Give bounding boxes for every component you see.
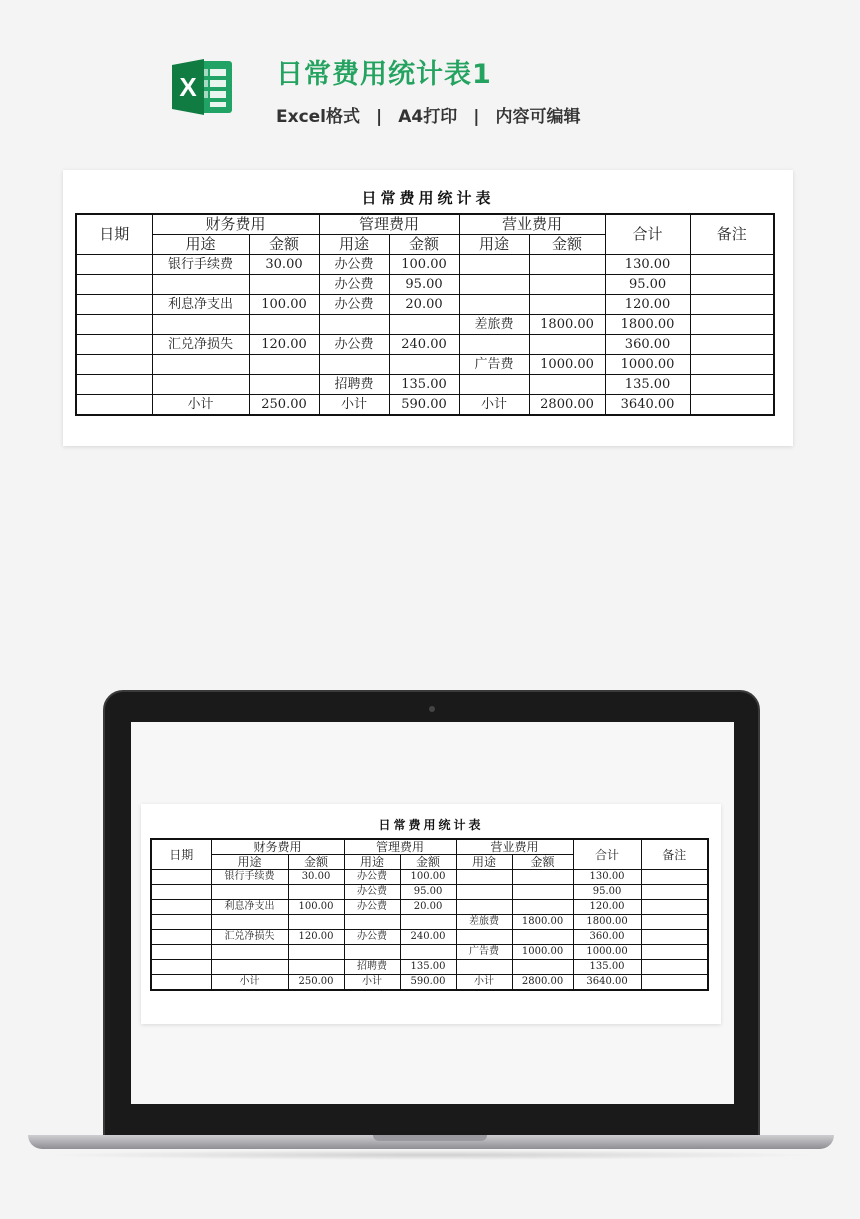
- header-amount: 金额: [400, 855, 456, 870]
- cell-adm-use: 办公费: [319, 255, 389, 275]
- table-row: [151, 975, 708, 991]
- cell-note: [690, 375, 774, 395]
- header-amount: 金额: [249, 235, 319, 255]
- cell-fin-amt: 30.00: [288, 870, 344, 885]
- header-admin: 管理费用: [344, 839, 456, 855]
- table-row: [151, 870, 708, 885]
- cell-adm-amt: 590.00: [400, 975, 456, 991]
- expense-table-small: [150, 838, 709, 991]
- cell-note: [641, 945, 708, 960]
- laptop-shadow: [40, 1150, 820, 1160]
- cell-adm-use: 办公费: [319, 335, 389, 355]
- cell-total: 360.00: [605, 335, 690, 355]
- header-date: 日期: [76, 214, 152, 255]
- cell-note: [690, 255, 774, 275]
- header-date: 日期: [151, 839, 211, 870]
- table-row: [76, 255, 774, 275]
- cell-fin-amt: [288, 885, 344, 900]
- cell-adm-use: [344, 945, 400, 960]
- cell-ops-amt: 1000.00: [529, 355, 605, 375]
- cell-date: [151, 930, 211, 945]
- cell-adm-amt: 95.00: [400, 885, 456, 900]
- cell-adm-use: [344, 915, 400, 930]
- table-row: [151, 885, 708, 900]
- cell-adm-use: 小计: [344, 975, 400, 991]
- table-row: [76, 395, 774, 416]
- cell-ops-amt: [512, 900, 573, 915]
- print-label: A4打印: [398, 107, 458, 127]
- header-ops: 营业费用: [456, 839, 573, 855]
- cell-ops-amt: [512, 930, 573, 945]
- cell-adm-amt: 135.00: [389, 375, 459, 395]
- cell-ops-use: [459, 295, 529, 315]
- cell-total: 1800.00: [605, 315, 690, 335]
- cell-note: [641, 930, 708, 945]
- cell-ops-use: [456, 885, 512, 900]
- cell-ops-use: [456, 930, 512, 945]
- cell-date: [76, 255, 152, 275]
- cell-note: [690, 335, 774, 355]
- header-use: 用途: [319, 235, 389, 255]
- cell-fin-amt: 120.00: [249, 335, 319, 355]
- cell-fin-amt: [249, 315, 319, 335]
- table-row: [76, 375, 774, 395]
- cell-note: [690, 355, 774, 375]
- cell-adm-amt: [389, 355, 459, 375]
- table-header-row: [76, 214, 774, 235]
- table-row: [151, 945, 708, 960]
- excel-icon: [170, 55, 234, 119]
- cell-total: 1800.00: [573, 915, 641, 930]
- cell-note: [690, 275, 774, 295]
- table-row: [76, 355, 774, 375]
- cell-adm-use: 办公费: [344, 930, 400, 945]
- cell-fin-use: [211, 945, 288, 960]
- cell-fin-amt: [288, 960, 344, 975]
- camera-icon: [429, 706, 435, 712]
- cell-fin-amt: 100.00: [249, 295, 319, 315]
- cell-ops-use: 差旅费: [456, 915, 512, 930]
- cell-adm-use: 办公费: [319, 295, 389, 315]
- cell-adm-amt: 20.00: [389, 295, 459, 315]
- cell-total: 1000.00: [605, 355, 690, 375]
- cell-ops-use: [456, 870, 512, 885]
- cell-adm-amt: 100.00: [400, 870, 456, 885]
- header-finance: 财务费用: [152, 214, 319, 235]
- header-amount: 金额: [288, 855, 344, 870]
- cell-date: [76, 375, 152, 395]
- table-row: [151, 930, 708, 945]
- cell-date: [151, 975, 211, 991]
- cell-date: [151, 885, 211, 900]
- cell-fin-use: 利息净支出: [152, 295, 249, 315]
- cell-fin-use: [152, 375, 249, 395]
- cell-fin-use: 银行手续费: [211, 870, 288, 885]
- cell-note: [641, 975, 708, 991]
- cell-adm-amt: 95.00: [389, 275, 459, 295]
- logo-letter: X: [179, 72, 197, 102]
- cell-adm-use: 办公费: [344, 885, 400, 900]
- table-row: [76, 335, 774, 355]
- cell-ops-amt: 1800.00: [512, 915, 573, 930]
- cell-ops-use: [459, 255, 529, 275]
- cell-ops-amt: [529, 275, 605, 295]
- cell-date: [151, 900, 211, 915]
- cell-ops-use: 小计: [459, 395, 529, 416]
- cell-ops-amt: 1000.00: [512, 945, 573, 960]
- cell-date: [151, 945, 211, 960]
- cell-ops-use: 广告费: [459, 355, 529, 375]
- separator: |: [376, 107, 383, 127]
- header-use: 用途: [456, 855, 512, 870]
- header-ops: 营业费用: [459, 214, 605, 235]
- header-total: 合计: [573, 839, 641, 870]
- header-use: 用途: [152, 235, 249, 255]
- header-note: 备注: [641, 839, 708, 870]
- cell-adm-amt: 135.00: [400, 960, 456, 975]
- header-use: 用途: [459, 235, 529, 255]
- cell-total: 135.00: [573, 960, 641, 975]
- cell-ops-use: [459, 275, 529, 295]
- cell-adm-use: 招聘费: [319, 375, 389, 395]
- cell-adm-use: 办公费: [319, 275, 389, 295]
- cell-ops-use: [456, 900, 512, 915]
- header-total: 合计: [605, 214, 690, 255]
- sheet-title: 日常费用统计表: [361, 189, 495, 207]
- cell-fin-amt: [249, 375, 319, 395]
- cell-fin-use: [211, 885, 288, 900]
- expense-table: [75, 213, 775, 416]
- cell-total: 95.00: [605, 275, 690, 295]
- cell-fin-amt: [249, 355, 319, 375]
- table-row: [76, 295, 774, 315]
- cell-fin-use: 小计: [152, 395, 249, 416]
- cell-date: [76, 355, 152, 375]
- cell-ops-amt: 2800.00: [512, 975, 573, 991]
- separator: |: [473, 107, 480, 127]
- cell-adm-amt: 20.00: [400, 900, 456, 915]
- cell-total: 135.00: [605, 375, 690, 395]
- cell-adm-amt: [400, 915, 456, 930]
- header-use: 用途: [344, 855, 400, 870]
- cell-fin-use: [211, 915, 288, 930]
- cell-adm-amt: [389, 315, 459, 335]
- cell-ops-amt: [529, 335, 605, 355]
- cell-fin-use: 银行手续费: [152, 255, 249, 275]
- table-row: [76, 275, 774, 295]
- cell-fin-amt: 100.00: [288, 900, 344, 915]
- cell-fin-amt: [288, 915, 344, 930]
- table-header-row: [151, 839, 708, 855]
- cell-date: [76, 335, 152, 355]
- cell-date: [151, 915, 211, 930]
- sheet-preview-small: [141, 804, 721, 1024]
- cell-adm-use: [319, 355, 389, 375]
- cell-fin-amt: 250.00: [249, 395, 319, 416]
- page-title: 日常费用统计表1: [276, 59, 492, 90]
- cell-note: [690, 395, 774, 416]
- cell-adm-amt: 240.00: [389, 335, 459, 355]
- cell-total: 360.00: [573, 930, 641, 945]
- cell-fin-use: [152, 275, 249, 295]
- cell-fin-use: 汇兑净损失: [211, 930, 288, 945]
- laptop-mockup: [0, 680, 860, 1180]
- cell-ops-amt: [529, 375, 605, 395]
- cell-ops-amt: [529, 255, 605, 275]
- cell-ops-amt: [512, 960, 573, 975]
- cell-fin-use: 汇兑净损失: [152, 335, 249, 355]
- format-label: Excel格式: [276, 107, 361, 127]
- cell-ops-use: [456, 960, 512, 975]
- cell-total: 130.00: [605, 255, 690, 275]
- header-use: 用途: [211, 855, 288, 870]
- table-row: [151, 915, 708, 930]
- laptop-notch: [373, 1135, 487, 1141]
- laptop-lid: [103, 690, 760, 1140]
- cell-adm-amt: 100.00: [389, 255, 459, 275]
- cell-ops-amt: 1800.00: [529, 315, 605, 335]
- cell-ops-use: 小计: [456, 975, 512, 991]
- header-amount: 金额: [529, 235, 605, 255]
- cell-ops-amt: 2800.00: [529, 395, 605, 416]
- cell-note: [641, 960, 708, 975]
- cell-fin-amt: 250.00: [288, 975, 344, 991]
- cell-fin-amt: [288, 945, 344, 960]
- cell-adm-use: 小计: [319, 395, 389, 416]
- header-amount: 金额: [512, 855, 573, 870]
- cell-total: 130.00: [573, 870, 641, 885]
- cell-adm-amt: [400, 945, 456, 960]
- cell-note: [641, 900, 708, 915]
- cell-date: [76, 315, 152, 335]
- cell-note: [641, 915, 708, 930]
- cell-adm-use: 招聘费: [344, 960, 400, 975]
- cell-ops-amt: [512, 870, 573, 885]
- header-finance: 财务费用: [211, 839, 344, 855]
- header-admin: 管理费用: [319, 214, 459, 235]
- cell-note: [641, 870, 708, 885]
- cell-date: [76, 275, 152, 295]
- cell-total: 95.00: [573, 885, 641, 900]
- cell-ops-use: [459, 375, 529, 395]
- sheet-title: 日常费用统计表: [378, 818, 484, 832]
- cell-adm-use: 办公费: [344, 900, 400, 915]
- cell-total: 3640.00: [605, 395, 690, 416]
- cell-fin-amt: 30.00: [249, 255, 319, 275]
- cell-adm-use: [319, 315, 389, 335]
- cell-date: [76, 395, 152, 416]
- table-row: [76, 315, 774, 335]
- cell-date: [151, 960, 211, 975]
- table-row: [151, 900, 708, 915]
- cell-note: [690, 315, 774, 335]
- editable-label: 内容可编辑: [495, 107, 581, 127]
- cell-fin-use: 小计: [211, 975, 288, 991]
- sheet-preview: [63, 170, 793, 446]
- cell-total: 120.00: [605, 295, 690, 315]
- cell-total: 3640.00: [573, 975, 641, 991]
- cell-adm-use: 办公费: [344, 870, 400, 885]
- cell-fin-use: [152, 355, 249, 375]
- header-note: 备注: [690, 214, 774, 255]
- cell-ops-amt: [512, 885, 573, 900]
- cell-ops-use: [459, 335, 529, 355]
- cell-fin-amt: 120.00: [288, 930, 344, 945]
- cell-fin-amt: [249, 275, 319, 295]
- table-row: [151, 960, 708, 975]
- cell-ops-use: 广告费: [456, 945, 512, 960]
- cell-total: 1000.00: [573, 945, 641, 960]
- cell-date: [151, 870, 211, 885]
- page-header: [0, 0, 860, 160]
- cell-total: 120.00: [573, 900, 641, 915]
- cell-ops-amt: [529, 295, 605, 315]
- cell-ops-use: 差旅费: [459, 315, 529, 335]
- cell-fin-use: [152, 315, 249, 335]
- cell-fin-use: [211, 960, 288, 975]
- laptop-screen: [131, 722, 734, 1104]
- cell-adm-amt: 590.00: [389, 395, 459, 416]
- header-amount: 金额: [389, 235, 459, 255]
- cell-date: [76, 295, 152, 315]
- cell-adm-amt: 240.00: [400, 930, 456, 945]
- subtitle: [276, 102, 580, 127]
- cell-note: [690, 295, 774, 315]
- cell-fin-use: 利息净支出: [211, 900, 288, 915]
- cell-note: [641, 885, 708, 900]
